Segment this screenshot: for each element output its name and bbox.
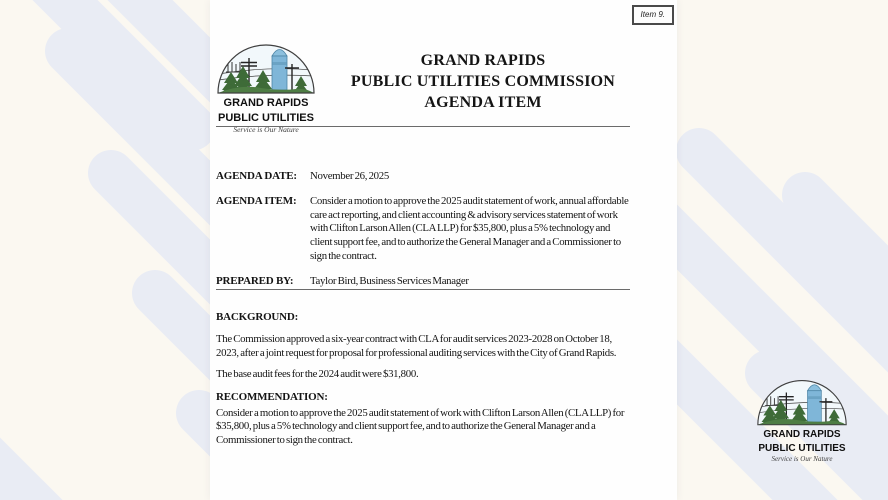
logo-name-line1: GRAND RAPIDS [763, 428, 841, 440]
title-line: GRAND RAPIDS [420, 52, 546, 69]
agenda-item-value: Consider a motion to approve the 2025 audit statement of work, annual affordable care act reporting, and client accounting & advisory services statement of work with Clifton Larson Allen (CLA LLP) for $35,800, plus a 5% technology and client support fee, and to authorize the General Manager and a Commissioner to sign the contract. [310, 194, 629, 262]
document-page [210, 0, 677, 500]
agenda-item-label: AGENDA ITEM: [216, 194, 297, 207]
background-paragraph: The Commission approved a six-year contract with CLA for audit services 2023-2028 on October 18, 2023, after a joint request for proposal for professional auditing services with the City of Grand Rapids. [216, 333, 617, 360]
agenda-date-value: November 26, 2025 [310, 170, 389, 182]
background-stripe [0, 415, 204, 500]
gr-public-utilities-logo [216, 40, 316, 134]
page-content [210, 0, 677, 500]
recommendation-section-heading: RECOMMENDATION: [216, 390, 328, 403]
page-title [316, 50, 630, 126]
page-header [216, 40, 630, 134]
title-line: PUBLIC UTILITIES COMMISSION [350, 73, 616, 90]
agenda-date-label: AGENDA DATE: [216, 170, 297, 182]
logo-name-line2: PUBLIC UTILITIES [758, 442, 846, 454]
item-number-badge: Item 9. [632, 5, 674, 25]
logo-tagline: Service is Our Nature [771, 454, 833, 463]
prepared-by-label: PREPARED BY: [216, 274, 294, 287]
agenda-meta [216, 170, 630, 289]
logo-tagline: Service is Our Nature [233, 125, 299, 134]
recommendation-paragraph: Consider a motion to approve the 2025 audit statement of work with Clifton Larson Allen (CLA LLP) for $35,800, plus a 5% technology and client support fee, and to authorize the General Manager and a Commissioner to sign the contract. [216, 406, 625, 447]
background-paragraph: The base audit fees for the 2024 audit were $31,800. [216, 367, 419, 380]
logo-dome-graphic [756, 376, 848, 426]
title-line: AGENDA ITEM [424, 94, 542, 111]
horizontal-rule [216, 289, 630, 290]
logo-name-line1: GRAND RAPIDS [223, 97, 309, 109]
prepared-by-value: Taylor Bird, Business Services Manager [310, 274, 469, 287]
gr-public-utilities-logo-watermark [756, 376, 848, 463]
logo-name-line2: PUBLIC UTILITIES [218, 112, 314, 124]
logo-dome-graphic [216, 40, 316, 94]
background-section-heading: BACKGROUND: [216, 310, 299, 323]
